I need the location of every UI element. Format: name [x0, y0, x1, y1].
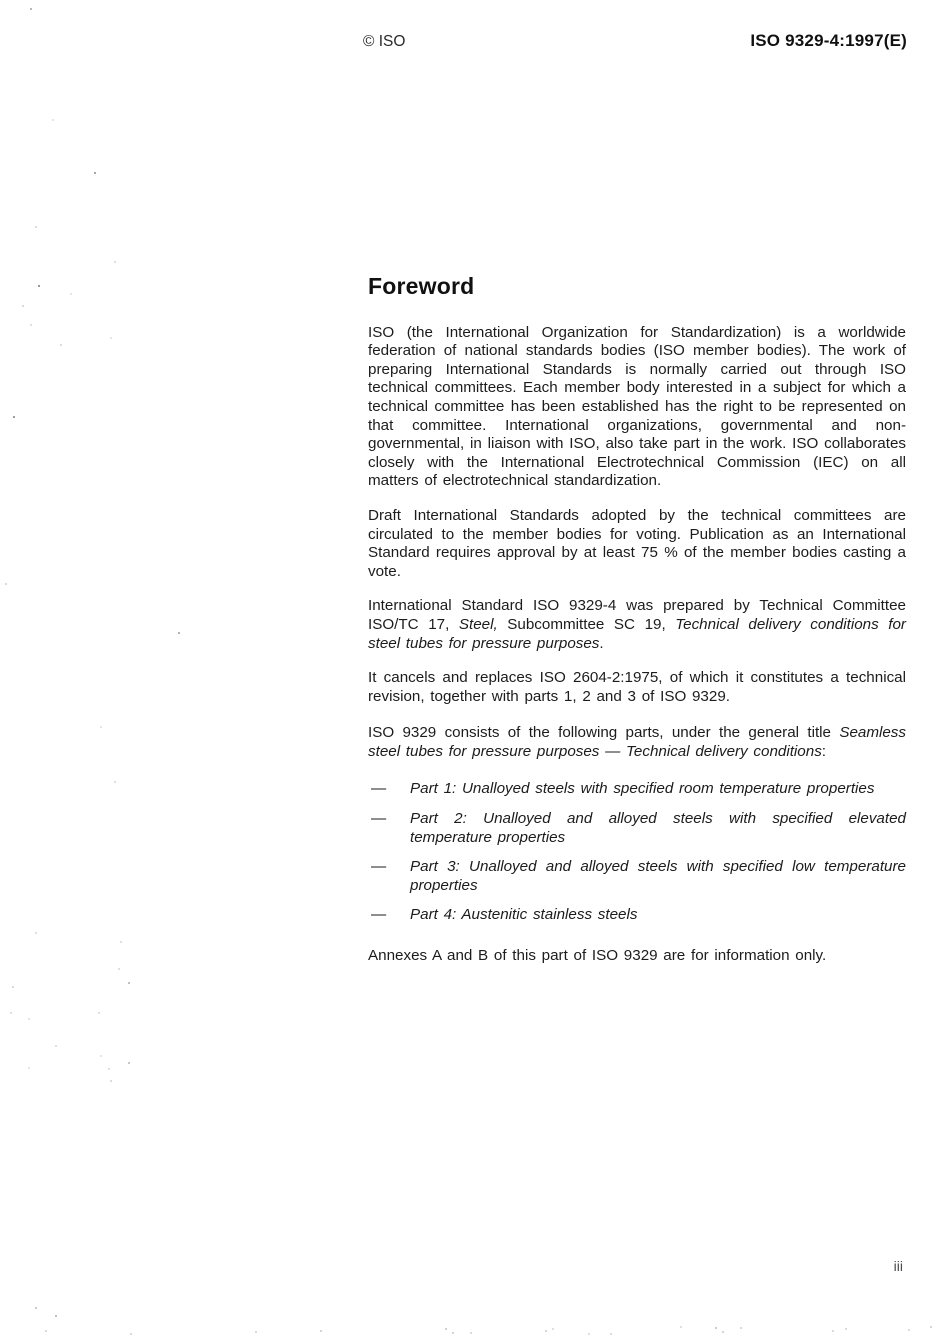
list-item-text: Part 1: Unalloyed steels with specified room temperature properties: [410, 780, 875, 798]
section-title: Foreword: [368, 273, 475, 299]
parts-list: [368, 780, 906, 925]
p3-run-1: International Standard ISO 9329-4 was prepared by Technical Committee ISO/TC 17,: [368, 597, 906, 633]
list-dash: —: [371, 858, 387, 876]
paragraph-annexes-note: Annexes A and B of this part of ISO 9329 are for information only.: [368, 947, 827, 965]
list-item-part-2: [368, 810, 906, 847]
list-item-part-4: [368, 906, 906, 925]
page-number: iii: [893, 1258, 903, 1274]
list-dash: —: [371, 906, 387, 924]
paragraph-cancels-replaces: It cancels and replaces ISO 2604-2:1975, of which it constitutes a technical revision, together with parts 1, 2 and 3 of ISO 9329.: [368, 669, 906, 705]
header-copyright: © ISO: [363, 33, 406, 50]
list-item-part-1: [368, 780, 906, 799]
p5-run-2: :: [821, 742, 827, 760]
list-dash: —: [371, 780, 387, 798]
paragraph-prepared-by: [368, 597, 906, 653]
scan-noise-bottom-edge: [0, 0, 2, 2]
paragraph-consists-of-parts: [368, 724, 906, 761]
p3-run-3: .: [599, 634, 604, 652]
p3-italic-subcommittee-title: Technical delivery conditions for steel tubes for pressure purposes: [368, 615, 906, 652]
list-item-part-3: [368, 858, 906, 895]
p5-run-1: ISO 9329 consists of the following parts, under the general title: [368, 724, 840, 742]
header-document-number: ISO 9329-4:1997(E): [750, 31, 907, 50]
list-item-text: Part 2: Unalloyed and alloyed steels with specified elevated temperature properties: [410, 810, 906, 846]
list-dash: —: [371, 810, 387, 828]
paragraph-draft-standards: Draft International Standards adopted by the technical committees are circulated to the member bodies for voting. Publication as an International Standard requires approval by at least 75 % of the member bodies casting a vote.: [368, 506, 906, 580]
list-item-text: Part 4: Austenitic stainless steels: [410, 906, 638, 924]
paragraph-iso-federation: ISO (the International Organization for Standardization) is a worldwide federation of national standards bodies (ISO member bodies). The work of preparing International Standards is normally carried out through ISO technical committees. Each member body interested in a subject for which a technical committee has been established has the right to be represented on that committee. International organizations, governmental and non-governmental, in liaison with ISO, also take part in the work. ISO collaborates closely with the International Electrotechnical Commission (IEC) on all matters of electrotechnical standardization.: [368, 323, 906, 490]
foreword-section: [368, 273, 906, 982]
p3-italic-steel: Steel,: [458, 615, 498, 633]
list-item-text: Part 3: Unalloyed and alloyed steels with specified low temperature properties: [410, 858, 906, 894]
p5-italic-general-title: Seamless steel tubes for pressure purposes — Technical delivery conditions: [368, 724, 906, 760]
p3-run-2: Subcommittee SC 19,: [497, 615, 676, 633]
